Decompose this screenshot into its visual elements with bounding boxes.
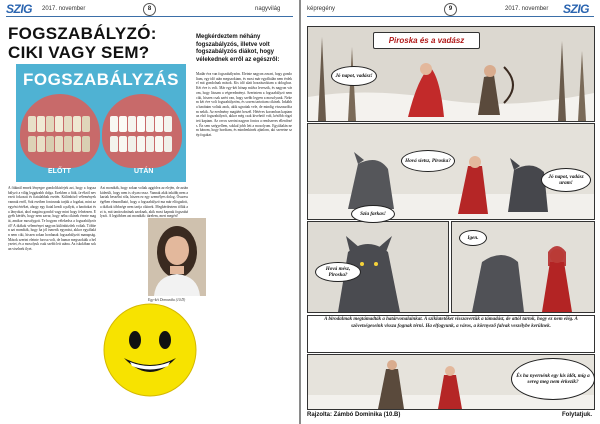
upper-teeth xyxy=(110,116,174,132)
speech-bubble-4: Jó napot, vadász uram! xyxy=(541,168,591,192)
right-header xyxy=(301,4,600,20)
photo-caption: Egy-két Domonika (10.D) xyxy=(148,298,186,302)
after-label: UTÁN xyxy=(134,168,154,175)
article-column-3: Madár éva van fogszabályzóm. Eleinte nagyon zavart, hogy gondoltam, egy idő után megszoktam, és most már egyáltalán nem érdekel mit gondolnak mások. Kis idő alatt hozzászoktam a dologhoz. Két éve is volt. Már egy-két hónap múlva leveszik, és nagyon várom, hogy lássam a végeredményt. Szerintem a fogszabályzó nem ciki, hiszen csak azért van, hogy szebb legyen a mosolyunk. Nekem két éve volt fogszabályzóm, és sosem tartottam cikinek. Inkább a barátaim voltak azok, akik ugrattak vele, de mindig visszaszóltam nekik. Az eredmény magáért beszél. Hétéves koromban kaptam az első fogszabályzót, akkor még csak kivehető volt, később rögzített kaptam. Az orvos szerint nagyon fontos a rendszeres ellenőrzés. Én sem szégyellem, sokkal jobb lett a mosolyom. Egyáltalán nem bánom, hogy hordtam, és mindenkinek ajánlom, aki szeretne szép fogakat. xyxy=(196,72,292,138)
left-page xyxy=(0,0,299,424)
article-column-2: Azt mondták, hogy sokan voltak aggódva az elején, de aztán kiderült, hogy nem is olyan rossz. Vannak akik inkább nem akartak beszélni róla, hiszen ez egy személyes dolog. Összességében elmondható, hogy a fogszabályzó ma már elfogadott, a diákok többsége nem tartja cikinek. Megkérdeztem tőlük azt is, mit tanácsolnának azoknak, akik most kapnak fogszabályzót. A legtöbben azt mondták: türelem, mert megéri! xyxy=(100,186,188,219)
page-number: 8 xyxy=(143,3,156,16)
final-speech-bubble: És ha nyernénk egy kis időt, míg a sereg meg nem érkezik? xyxy=(511,358,595,400)
banner-heading: FOGSZABÁLYZÁS xyxy=(22,70,180,89)
article-title: FOGSZABÁLYZÓ: CIKI VAGY SEM? xyxy=(8,24,157,62)
page-number: 9 xyxy=(444,3,457,16)
lower-teeth xyxy=(110,136,174,152)
student-portrait-photo xyxy=(148,218,206,296)
speech-bubble-5: Hová mész, Piroska? xyxy=(315,262,361,282)
teeth-before-image xyxy=(20,94,100,168)
to-be-continued: Folytatjuk. xyxy=(561,412,592,418)
header-rule xyxy=(307,16,594,17)
article-column-1: A fiúknál ennek lényegre gondoltkisfejek azt, hogy a fogszabályzó a világ leggázabb dolga. Ezekben a fiúk, fa-ékról nevezett fokozati és fiatalabbak esetén. Különböző vélemények vannak erről, Sok esetben fontosnak tarják a fogakat, mint az egyéni értéket, ahogy egy fiatal kezdi a pályát, a barátokat és a lányokat, ahol magára gondol vagy mint hogy felnézzen. Egyéb kérdés, hogy nem zavar, hogy néha cikinek érezte magát, amikor mosolygott. Te hogyan vélekedsz a fogszabályzóról? A diákok véleményei nagyon különbözőek voltak. Többen azt mondták, hogy ha jól ismerik egymást, akkor egyáltalán nem ciki, hiszen sokan hordanak fogszabályzót manapság. Mások szerint eleinte furcsa volt, de hamar megszokták a helyzetet, és a mosolyuk csak szebb lett utána. Az iskolában sokan viselnek ilyet. xyxy=(8,186,96,252)
artist-credit: Rajzolta: Zámbó Dominika (10.B) xyxy=(307,412,401,418)
upper-teeth xyxy=(28,116,92,132)
left-header xyxy=(0,4,299,20)
magazine-logo: SZIG xyxy=(563,2,590,16)
before-label: ELŐTT xyxy=(48,168,71,175)
speech-bubble-1: Jó napot, vadász! xyxy=(331,66,377,86)
lower-teeth xyxy=(28,136,92,152)
comic-title: Piroska és a vadász xyxy=(373,32,480,49)
portrait-illustration xyxy=(148,218,206,296)
speech-bubble-6: Igen. xyxy=(459,230,487,246)
right-page xyxy=(301,0,600,424)
header-section: képregény xyxy=(307,6,336,12)
speech-bubble-2: Hová sietsz, Piroska? xyxy=(401,150,455,172)
header-date: 2017. november xyxy=(505,6,549,12)
narration-box: A birodalmak megtámadták a határvonalainkat. A sziklatetőket visszavertük a támadást, de attól tartok, hogy ez nem elég. A szövetségeseink vissza fognak térni. Ha elfogyunk, a város, a környező falvak veszélybe kerülnek. xyxy=(307,315,595,353)
magazine-logo: SZIG xyxy=(6,2,33,16)
header-rule xyxy=(6,16,293,17)
intro-sidebox: Megkérdeztem néhány fogszabályzós, illetve volt fogszabályzós diákot, hogy vélekednek erről az egészről: xyxy=(196,34,280,63)
teeth-after-image xyxy=(102,94,182,168)
speech-bubble-3: Szia farkas! xyxy=(351,205,395,223)
braces-banner-image xyxy=(16,64,186,182)
header-section: nagyvilág xyxy=(255,6,281,12)
smiley-face-icon xyxy=(100,300,200,400)
header-date: 2017. november xyxy=(42,6,86,12)
